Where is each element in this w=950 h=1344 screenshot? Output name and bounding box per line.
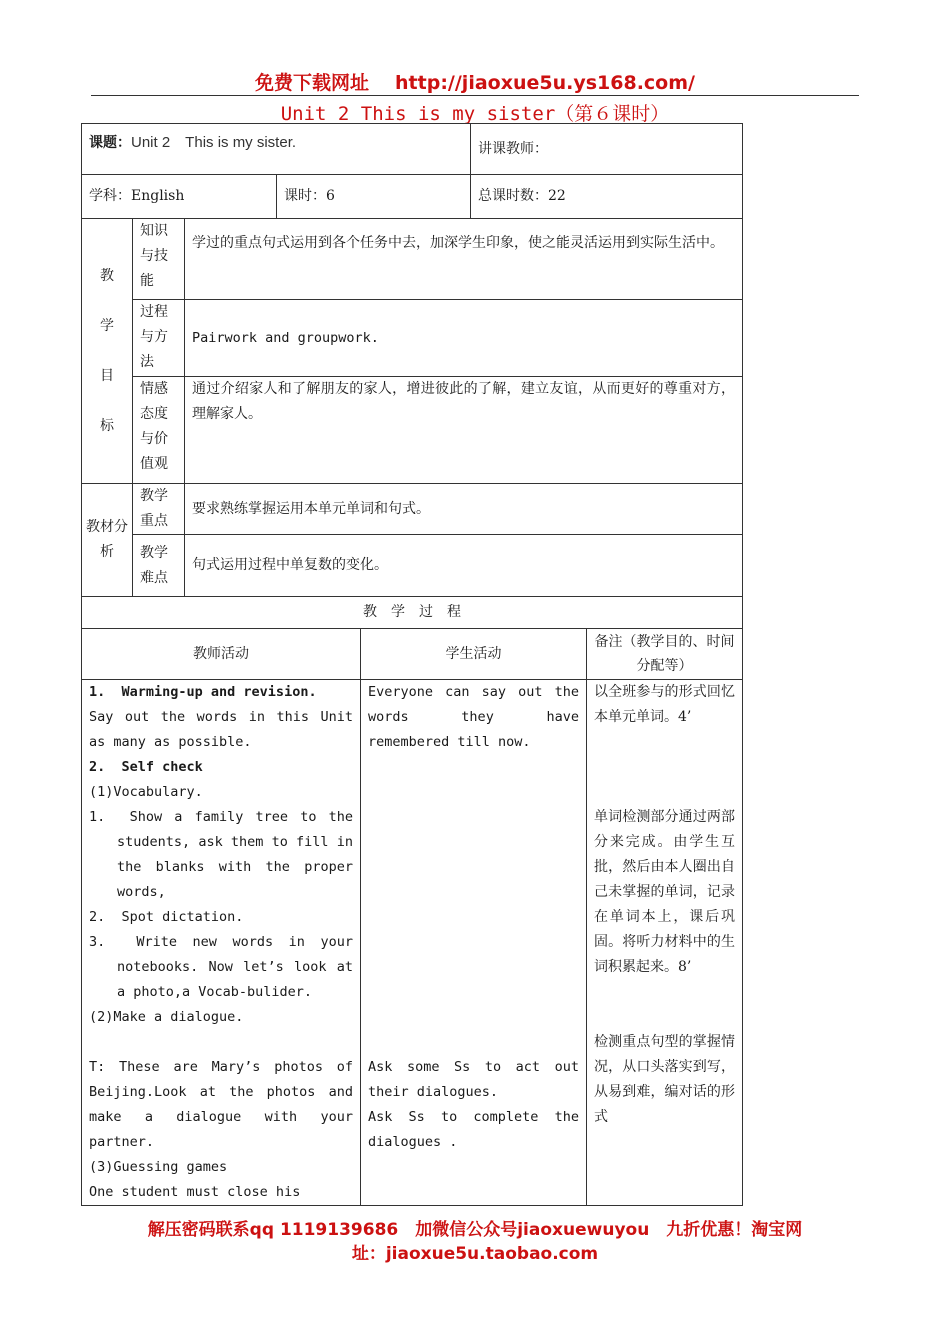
site-label: 免费下载网址 (255, 72, 370, 94)
teacher-activity-line: 2. Spot dictation. (89, 909, 244, 925)
teacher-activity-line: T: These are Mary’s photos of Beijing.Look at the photos and make a dialogue with your partner. (89, 1059, 362, 1150)
analysis-name: 教学难点 (133, 535, 185, 597)
footer-line: 址：jiaoxue5u.taobao.com (351, 1244, 599, 1264)
analysis-name: 教学重点 (133, 484, 185, 535)
teacher-label: 讲课教师： (471, 124, 743, 175)
teacher-activity-cell (82, 680, 361, 1206)
goals-label-char: 学 (100, 318, 114, 334)
teacher-activity-line: 1. Warming-up and revision. (89, 684, 317, 700)
note-cell (587, 680, 743, 1206)
footer-line: 解压密码联系qq 1119139686 加微信公众号jiaoxuewuyou 九折优惠！淘宝网 (147, 1220, 803, 1240)
student-activity-cell (361, 680, 587, 1206)
goals-label-char: 教 (100, 268, 114, 284)
site-header (0, 68, 950, 95)
subject-cell: 学科：English (82, 175, 277, 219)
goal-name: 知识与技能 (133, 219, 185, 300)
note-text: 检测重点句型的掌握情况，从口头落实到写，从易到难，编对话的形式 (594, 1034, 735, 1125)
goal-content: 通过介绍家人和了解朋友的家人，增进彼此的了解，建立友谊，从而更好的尊重对方，理解家人。 (185, 377, 743, 484)
teacher-activity-line: 2. Self check (89, 759, 203, 775)
student-activity-text: Everyone can say out the words they have remembered till now. (368, 684, 579, 750)
teacher-activity-line: Say out the words in this Unit as many as possible. (89, 709, 362, 750)
topic-value: Unit 2 This is my sister. (131, 134, 297, 151)
col-student-header: 学生活动 (361, 629, 587, 680)
lesson-cell: 课时：6 (277, 175, 471, 219)
teacher-activity-line: One student must close his (89, 1184, 301, 1200)
teacher-activity-line: (1)Vocabulary. (89, 784, 203, 800)
analysis-content: 句式运用过程中单复数的变化。 (185, 535, 743, 597)
col-note-header: 备注（教学目的、时间分配等） (587, 629, 743, 680)
topic-label: 课题： (89, 135, 131, 151)
goals-label (82, 219, 133, 484)
analysis-label: 教材分析 (82, 484, 133, 597)
teacher-activity-line (89, 1030, 353, 1055)
student-activity-text: Ask some Ss to act out their dialogues. (368, 1059, 579, 1100)
goal-name: 过程与方法 (133, 300, 185, 377)
goal-name: 情感态度与价值观 (133, 377, 185, 484)
document-title: Unit 2 This is my sister（第６课时） (280, 103, 670, 125)
goal-content: 学过的重点句式运用到各个任务中去，加深学生印象，使之能灵活运用到实际生活中。 (185, 219, 743, 300)
site-url-link[interactable]: http://jiaoxue5u.ys168.com/ (395, 72, 695, 94)
teacher-activity-line: 1. Show a family tree to the students, ask them to fill in the blanks with the proper words, (89, 809, 362, 900)
student-activity-text: Ask Ss to complete the dialogues . (368, 1109, 579, 1150)
process-title: 教 学 过 程 (82, 597, 743, 629)
total-lessons-cell: 总课时数：22 (471, 175, 743, 219)
teacher-activity-line: 3. Write new words in your notebooks. Now let’s look at a photo,a Vocab-bulider. (89, 934, 362, 1000)
col-teacher-header: 教师活动 (82, 629, 361, 680)
goals-label-char: 目 (100, 368, 114, 384)
note-text: 单词检测部分通过两部分来完成。由学生互批，然后由本人圈出自己未掌握的单词，记录在单词本上，课后巩固。将听力材料中的生词积累起来。8’ (594, 809, 735, 975)
teacher-activity-line: (2)Make a dialogue. (89, 1009, 244, 1025)
note-text: 以全班参与的形式回忆本单元单词。4’ (594, 684, 735, 725)
analysis-content: 要求熟练掌握运用本单元单词和句式。 (185, 484, 743, 535)
footer (0, 1218, 950, 1266)
teacher-activity-line: (3)Guessing games (89, 1159, 228, 1175)
lesson-plan-table (81, 123, 743, 1206)
goal-content: Pairwork and groupwork. (185, 300, 743, 377)
header-rule (91, 95, 859, 96)
goals-label-char: 标 (100, 418, 114, 434)
